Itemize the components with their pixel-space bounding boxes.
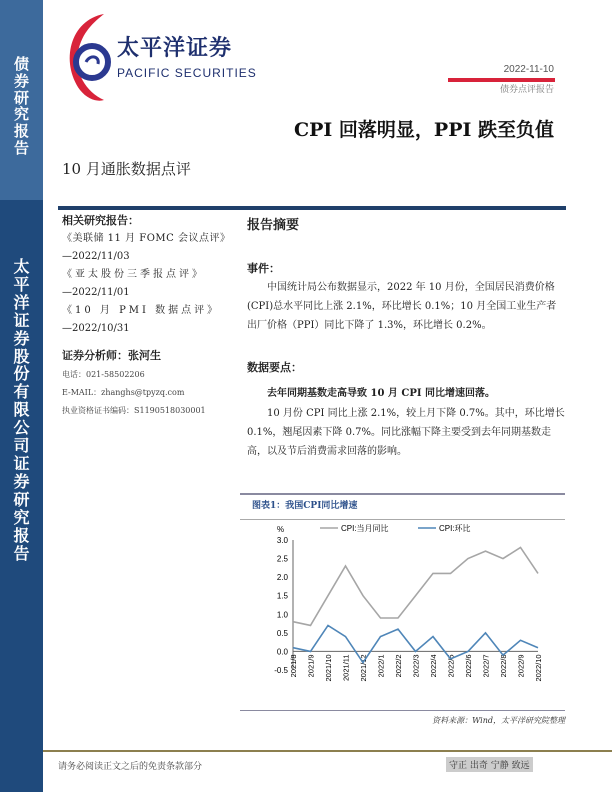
x-tick-label: 2022/1 [376,654,386,678]
sidebar-char: 研 [13,88,29,107]
sidebar-char: 司 [13,436,30,456]
logo-text-cn: 太平洋证券 [117,36,233,61]
y-tick-label: 1.0 [276,610,288,620]
footer-motto: 守正 出奇 宁静 致远 [446,757,533,772]
x-tick-label: 2022/3 [411,654,421,678]
sidebar-char: 券 [13,71,29,90]
figure-top-rule [240,493,565,495]
related-date: —2022/11/03 [62,251,130,262]
point1-title: 去年同期基数走高导致 10 月 CPI 同比增速回落。 [267,388,495,399]
x-tick-label: 2021/11 [341,654,351,681]
y-tick-label: 2.0 [276,573,288,583]
event-heading: 事件： [247,262,280,275]
sidebar-company-name [0,258,43,562]
sidebar-char: 报 [13,525,30,545]
figure-caption: 图表1：我国CPI同比增速 [252,501,358,511]
sidebar-char: 告 [13,138,29,157]
figure-source: 资料来源：Wind，太平洋研究院整理 [432,716,565,725]
logo-text-en: PACIFIC SECURITIES [117,66,257,80]
date-underline [448,78,555,82]
sidebar-char: 究 [13,105,29,124]
related-date: —2022/10/31 [62,323,130,334]
related-date: —2022/11/01 [62,287,130,298]
sidebar-char: 证 [13,453,30,473]
x-tick-label: 2022/2 [394,654,403,678]
left-column [62,214,234,419]
x-tick-label: 2022/4 [429,654,438,678]
report-type: 债券点评报告 [499,85,554,95]
sidebar-char: 有 [13,382,30,402]
x-tick-label: 2022/8 [499,654,508,678]
analyst-email[interactable]: E-MAIL：zhanghs@tpyzq.com [62,388,185,397]
sidebar-char: 证 [13,310,30,330]
x-tick-label: 2021/12 [359,654,368,682]
sidebar-char: 债 [13,55,29,73]
analyst-heading: 证券分析师：张河生 [62,349,161,362]
sidebar-report-category [0,56,43,157]
x-tick-label: 2022/6 [464,654,473,678]
sidebar-char: 公 [13,418,30,438]
y-tick-label: 3.0 [276,536,288,545]
page-subtitle: 10 月通胀数据点评 [62,160,191,178]
x-tick-label: 2022/5 [446,654,456,678]
x-tick-label: 2022/7 [481,654,491,678]
cpi-chart [240,520,565,708]
sidebar-char: 券 [13,471,30,491]
related-heading: 相关研究报告： [62,214,139,227]
sidebar-char: 股 [13,346,30,366]
x-tick-label: 2021/9 [306,654,316,678]
series-line-0 [293,547,538,625]
footer-rule [43,750,612,752]
sidebar-char: 研 [13,489,30,509]
sidebar-char: 券 [13,328,30,348]
sidebar-char: 太 [13,257,30,276]
legend-label: CPI:环比 [439,524,471,533]
related-title[interactable]: 《美联储 11 月 FOMC 会议点评》 [62,233,231,244]
analyst-phone: 电话：021-58502206 [62,370,145,379]
x-tick-label: 2021/8 [289,654,298,678]
y-tick-label: 1.5 [276,591,288,601]
y-tick-label: 0.5 [276,628,288,638]
report-date: 2022-11-10 [503,64,554,75]
sidebar-char: 平 [13,274,30,294]
company-logo [60,12,116,102]
footer-disclaimer: 请务必阅读正文之后的免责条款部分 [58,762,203,772]
y-tick-label: -0.5 [274,666,288,675]
y-unit: % [277,525,285,534]
related-report[interactable] [62,267,234,301]
related-title[interactable]: 《亚太股份三季报点评》 [62,269,205,280]
sidebar-char: 究 [13,507,30,527]
related-report[interactable] [62,303,234,337]
sidebar-char: 告 [13,543,30,563]
sidebar-char: 洋 [13,292,30,312]
sidebar-char: 报 [13,122,29,141]
x-tick-label: 2022/9 [516,654,526,678]
points-heading: 数据要点： [247,361,302,374]
point1-text: 10 月份 CPI 同比上涨 2.1%，较上月下降 0.7%。其中，环比增长 0.1%，翘尾因素下降 0.7%。同比涨幅下降主要受到去年同期基数走高，以及节后消费需求回落的影响。 [247,408,565,457]
y-tick-label: 2.5 [276,554,288,564]
analyst-license: 执业资格证书编码：S1190518030001 [62,406,206,415]
related-report[interactable] [62,231,234,265]
y-tick-label: 0.0 [276,647,288,657]
page-title: CPI 回落明显，PPI 跌至负值 [294,119,554,141]
x-tick-label: 2021/10 [324,654,333,682]
x-tick-label: 2022/10 [534,654,543,682]
figure-bottom-rule [240,710,565,711]
sidebar-char: 份 [13,364,30,384]
legend-label: CPI:当月同比 [341,524,389,533]
related-title[interactable]: 《10 月 PMI 数据点评》 [62,305,221,316]
sidebar-char: 限 [13,400,30,420]
summary-heading: 报告摘要 [247,218,300,233]
header-divider [58,206,566,210]
event-text: 中国统计局公布数据显示，2022 年 10 月份，全国居民消费价格(CPI)总水平同比上涨 2.1%，环比增长 0.1%；10 月全国工业生产者出厂价格（PPI）同比下降了 1.3%，环比增长 0.2%。 [247,282,557,331]
